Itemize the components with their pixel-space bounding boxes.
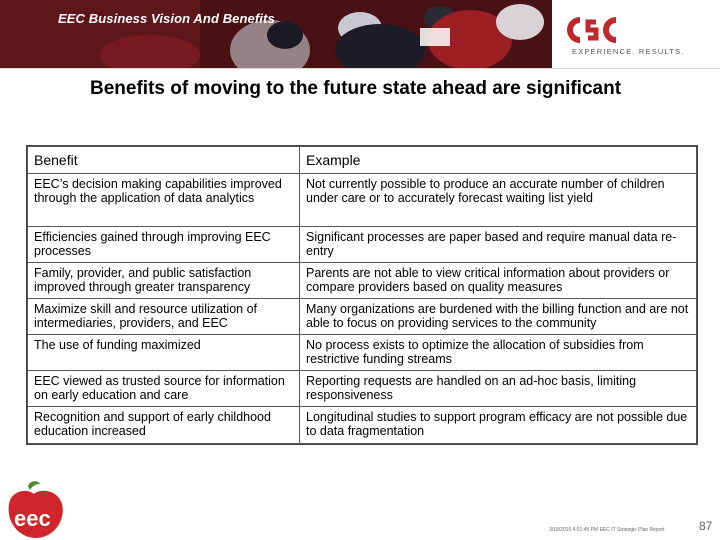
example-cell: No process exists to optimize the allocation of subsidies from restrictive funding streams: [300, 335, 697, 371]
header-banner: [0, 0, 552, 68]
header-benefit: Benefit: [28, 147, 300, 174]
table-row: [28, 335, 697, 371]
eec-logo-icon: [0, 480, 72, 540]
logo-tagline: EXPERIENCE. RESULTS.: [572, 47, 685, 56]
example-cell: Not currently possible to produce an accurate number of children under care or to accurately forecast waiting list yield: [300, 174, 697, 227]
table-row: [28, 227, 697, 263]
table-row: [28, 299, 697, 335]
benefit-cell: Recognition and support of early childhood education increased: [28, 407, 300, 444]
footer-meta: 3/18/2010 4:01:45 PM EEC IT Strategic Plan Report: [549, 527, 665, 533]
header-divider: [0, 68, 720, 69]
table-row: [28, 174, 697, 227]
benefit-cell: Family, provider, and public satisfaction improved through greater transparency: [28, 263, 300, 299]
page-number: 87: [699, 519, 713, 533]
banner-title: EEC Business Vision And Benefits: [58, 11, 275, 26]
benefit-cell: Efficiencies gained through improving EEC processes: [28, 227, 300, 263]
table-row: [28, 263, 697, 299]
csc-logo-icon: [566, 16, 618, 44]
example-cell: Longitudinal studies to support program efficacy are not possible due to data fragmentation: [300, 407, 697, 444]
benefit-cell: The use of funding maximized: [28, 335, 300, 371]
example-cell: Parents are not able to view critical information about providers or compare providers based on quality measures: [300, 263, 697, 299]
benefit-cell: EEC’s decision making capabilities improved through the application of data analytics: [28, 174, 300, 227]
example-cell: Significant processes are paper based and require manual data re-entry: [300, 227, 697, 263]
example-cell: Many organizations are burdened with the billing function and are not able to focus on providing services to the community: [300, 299, 697, 335]
slide-title: Benefits of moving to the future state ahead are significant: [90, 78, 622, 99]
eec-logo-text: eec: [14, 506, 51, 531]
table-row: [28, 371, 697, 407]
table-header-row: [28, 147, 697, 174]
example-cell: Reporting requests are handled on an ad-hoc basis, limiting responsiveness: [300, 371, 697, 407]
benefit-cell: Maximize skill and resource utilization of intermediaries, providers, and EEC: [28, 299, 300, 335]
benefits-table: [26, 145, 698, 445]
header-example: Example: [300, 147, 697, 174]
benefit-cell: EEC viewed as trusted source for information on early education and care: [28, 371, 300, 407]
table-row: [28, 407, 697, 444]
